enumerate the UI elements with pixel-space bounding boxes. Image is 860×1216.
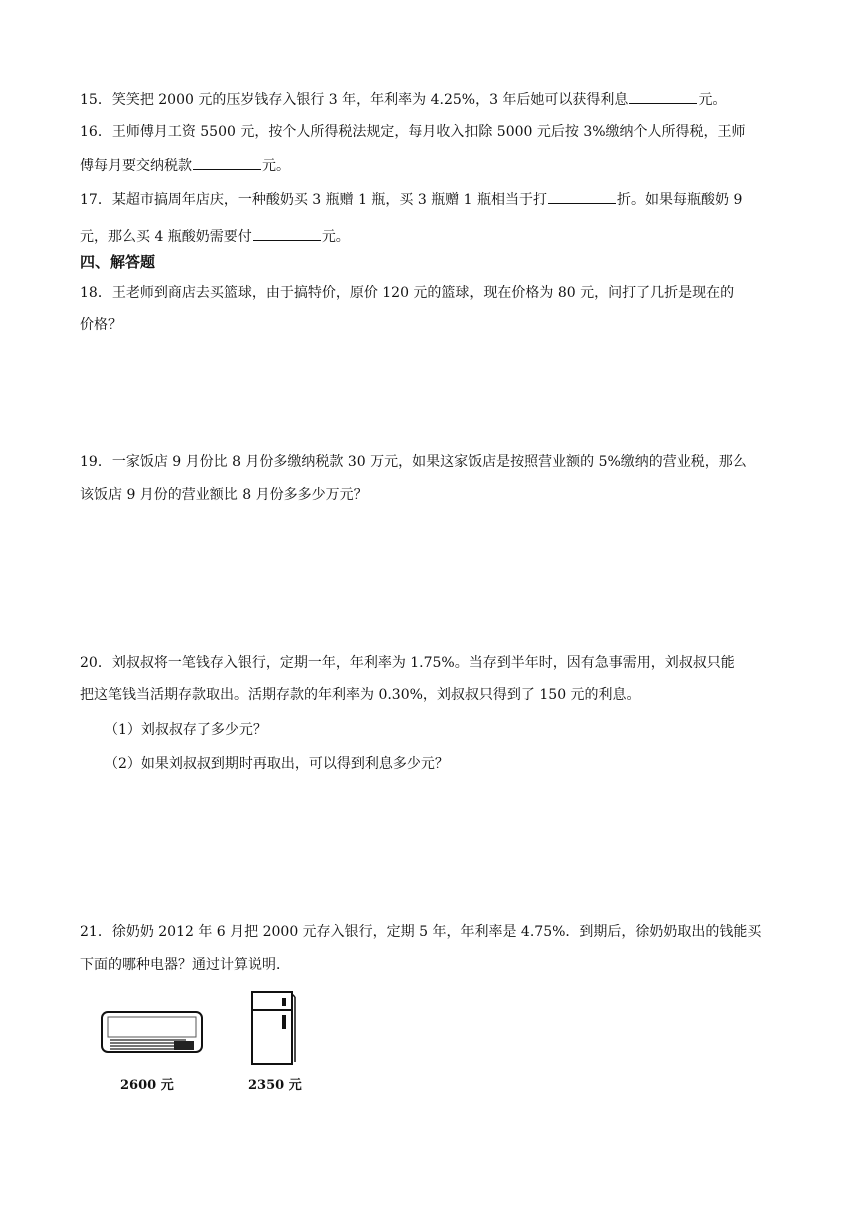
refrigerator-icon — [246, 988, 298, 1072]
question-20-cont: 把这笔钱当活期存款取出。活期存款的年利率为 0.30%，刘叔叔只得到了 150 元的利息。 — [80, 687, 641, 703]
question-15-unit: 元。 — [698, 92, 727, 108]
question-16-text: 16．王师傅月工资 5500 元，按个人所得税法规定，每月收入扣除 5000 元后按 3%缴纳个人所得税，王师 — [80, 124, 746, 140]
question-17-text-2: 元，那么买 4 瓶酸奶需要付 — [80, 229, 252, 245]
question-16-unit: 元。 — [262, 158, 290, 174]
answer-blank[interactable] — [193, 155, 261, 170]
question-16-text-2: 傅每月要交纳税款 — [80, 158, 192, 174]
question-16-cont — [80, 155, 290, 176]
question-17-text: 17．某超市搞周年店庆，一种酸奶买 3 瓶赠 1 瓶，买 3 瓶赠 1 瓶相当于打 — [80, 192, 548, 208]
question-18-cont: 价格？ — [80, 317, 122, 333]
question-17-cont — [80, 226, 350, 247]
question-17 — [80, 189, 742, 210]
answer-blank[interactable] — [629, 89, 697, 104]
section-heading: 四、解答题 — [80, 253, 156, 271]
air-conditioner-price: 2600 元 — [120, 1078, 174, 1093]
question-19-cont: 该饭店 9 月份的营业额比 8 月份多多少万元？ — [80, 487, 368, 503]
question-20-sub-1: （1）刘叔叔存了多少元？ — [104, 722, 267, 738]
air-conditioner-icon — [100, 1008, 206, 1064]
question-19: 19．一家饭店 9 月份比 8 月份多缴纳税款 30 万元，如果这家饭店是按照营业额的 5%缴纳的营业税，那么 — [80, 454, 747, 470]
question-21-cont: 下面的哪种电器？通过计算说明． — [80, 957, 290, 973]
answer-blank[interactable] — [548, 189, 616, 204]
question-17-unit: 元。 — [321, 229, 350, 245]
question-18: 18．王老师到商店去买篮球，由于搞特价，原价 120 元的篮球，现在价格为 80 元，问打了几折是现在的 — [80, 285, 735, 301]
question-15-text: 15．笑笑把 2000 元的压岁钱存入银行 3 年，年利率为 4.25%，3 年后她可以获得利息 — [80, 92, 629, 108]
question-16 — [80, 122, 746, 142]
question-15 — [80, 89, 726, 110]
question-20: 20．刘叔叔将一笔钱存入银行，定期一年，年利率为 1.75%。当存到半年时，因有急事需用，刘叔叔只能 — [80, 655, 735, 671]
question-17-text-b: 折。如果每瓶酸奶 9 — [617, 192, 743, 208]
refrigerator-price: 2350 元 — [248, 1078, 302, 1093]
answer-blank[interactable] — [253, 226, 321, 241]
question-20-sub-2: （2）如果刘叔叔到期时再取出，可以得到利息多少元？ — [104, 756, 449, 772]
question-21: 21．徐奶奶 2012 年 6 月把 2000 元存入银行，定期 5 年，年利率是 4.75%．到期后，徐奶奶取出的钱能买 — [80, 924, 762, 940]
